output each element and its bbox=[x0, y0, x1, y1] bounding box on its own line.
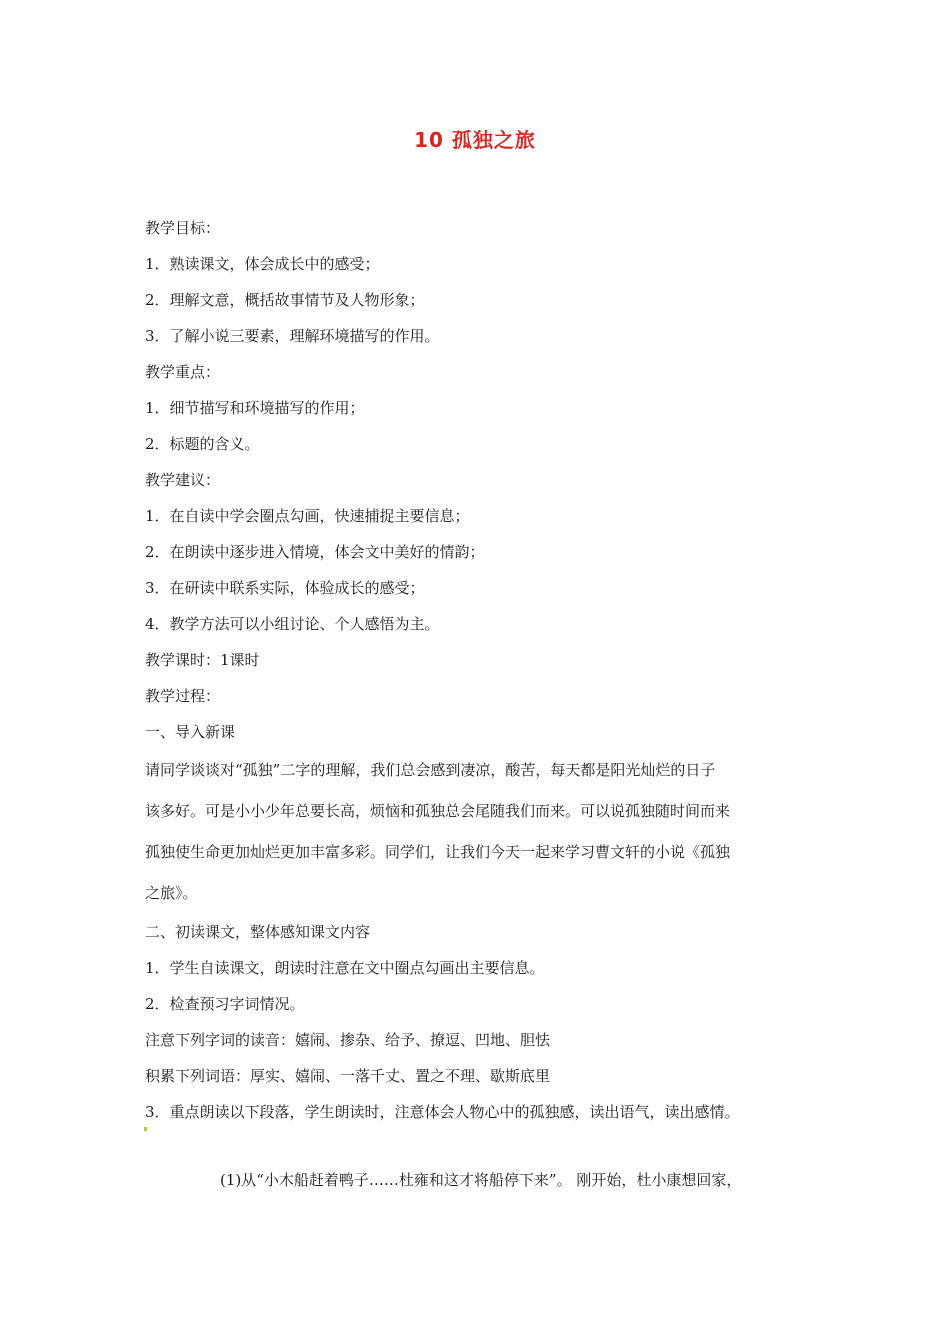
paragraph-line: 该多好。可是小小少年总要长高，烦恼和孤独总会尾随我们而来。可以说孤独随时间而来 bbox=[145, 802, 731, 820]
key-point-item: 1．细节描写和环境描写的作用； bbox=[145, 399, 365, 417]
intro-paragraph bbox=[145, 750, 817, 914]
margin-mark bbox=[144, 1127, 147, 1131]
section-intro-heading: 一、导入新课 bbox=[145, 723, 236, 741]
reading-item: 2．检查预习字词情况。 bbox=[145, 995, 305, 1013]
key-point-item: 2．标题的含义。 bbox=[145, 435, 260, 453]
paragraph-line: 请同学谈谈对“孤独”二字的理解，我们总会感到凄凉，酸苦，每天都是阳光灿烂的日子 bbox=[145, 761, 716, 779]
document-body bbox=[145, 210, 817, 1130]
indented-paragraph-line: (1)从“小木船赶着鸭子……杜雍和这才将船停下来”。 刚开始，杜小康想回家， bbox=[220, 1171, 742, 1189]
heading-process: 教学过程： bbox=[145, 687, 221, 705]
objective-item: 1．熟读课文，体会成长中的感受； bbox=[145, 255, 380, 273]
suggestion-item: 3．在研读中联系实际，体验成长的感受； bbox=[145, 579, 425, 597]
paragraph-line: 之旅》。 bbox=[145, 884, 198, 902]
objective-item: 2．理解文意，概括故事情节及人物形象； bbox=[145, 291, 425, 309]
reading-item: 3．重点朗读以下段落，学生朗读时，注意体会人物心中的孤独感，读出语气，读出感情。 bbox=[145, 1103, 740, 1121]
paragraph-line: 孤独使生命更加灿烂更加丰富多彩。同学们，让我们今天一起来学习曹文轩的小说《孤独 bbox=[145, 843, 731, 861]
suggestion-item: 2．在朗读中逐步进入情境，体会文中美好的情韵； bbox=[145, 543, 485, 561]
pronunciation-note: 注意下列字词的读音：嬉闹、掺杂、给予、撩逗、凹地、胆怯 bbox=[145, 1031, 551, 1049]
suggestion-item: 4．教学方法可以小组讨论、个人感悟为主。 bbox=[145, 615, 440, 633]
objective-item: 3．了解小说三要素，理解环境描写的作用。 bbox=[145, 327, 440, 345]
section-reading-heading: 二、初读课文，整体感知课文内容 bbox=[145, 923, 371, 941]
heading-objectives: 教学目标： bbox=[145, 219, 221, 237]
class-hours: 教学课时：1课时 bbox=[145, 651, 260, 669]
heading-suggestions: 教学建议： bbox=[145, 471, 221, 489]
suggestion-item: 1．在自读中学会圈点勾画，快速捕捉主要信息； bbox=[145, 507, 470, 525]
vocabulary-note: 积累下列词语：厚实、嬉闹、一落千丈、置之不理、歇斯底里 bbox=[145, 1067, 551, 1085]
page-title: 10 孤独之旅 bbox=[414, 128, 536, 152]
reading-item: 1．学生自读课文，朗读时注意在文中圈点勾画出主要信息。 bbox=[145, 959, 545, 977]
heading-key-points: 教学重点： bbox=[145, 363, 221, 381]
